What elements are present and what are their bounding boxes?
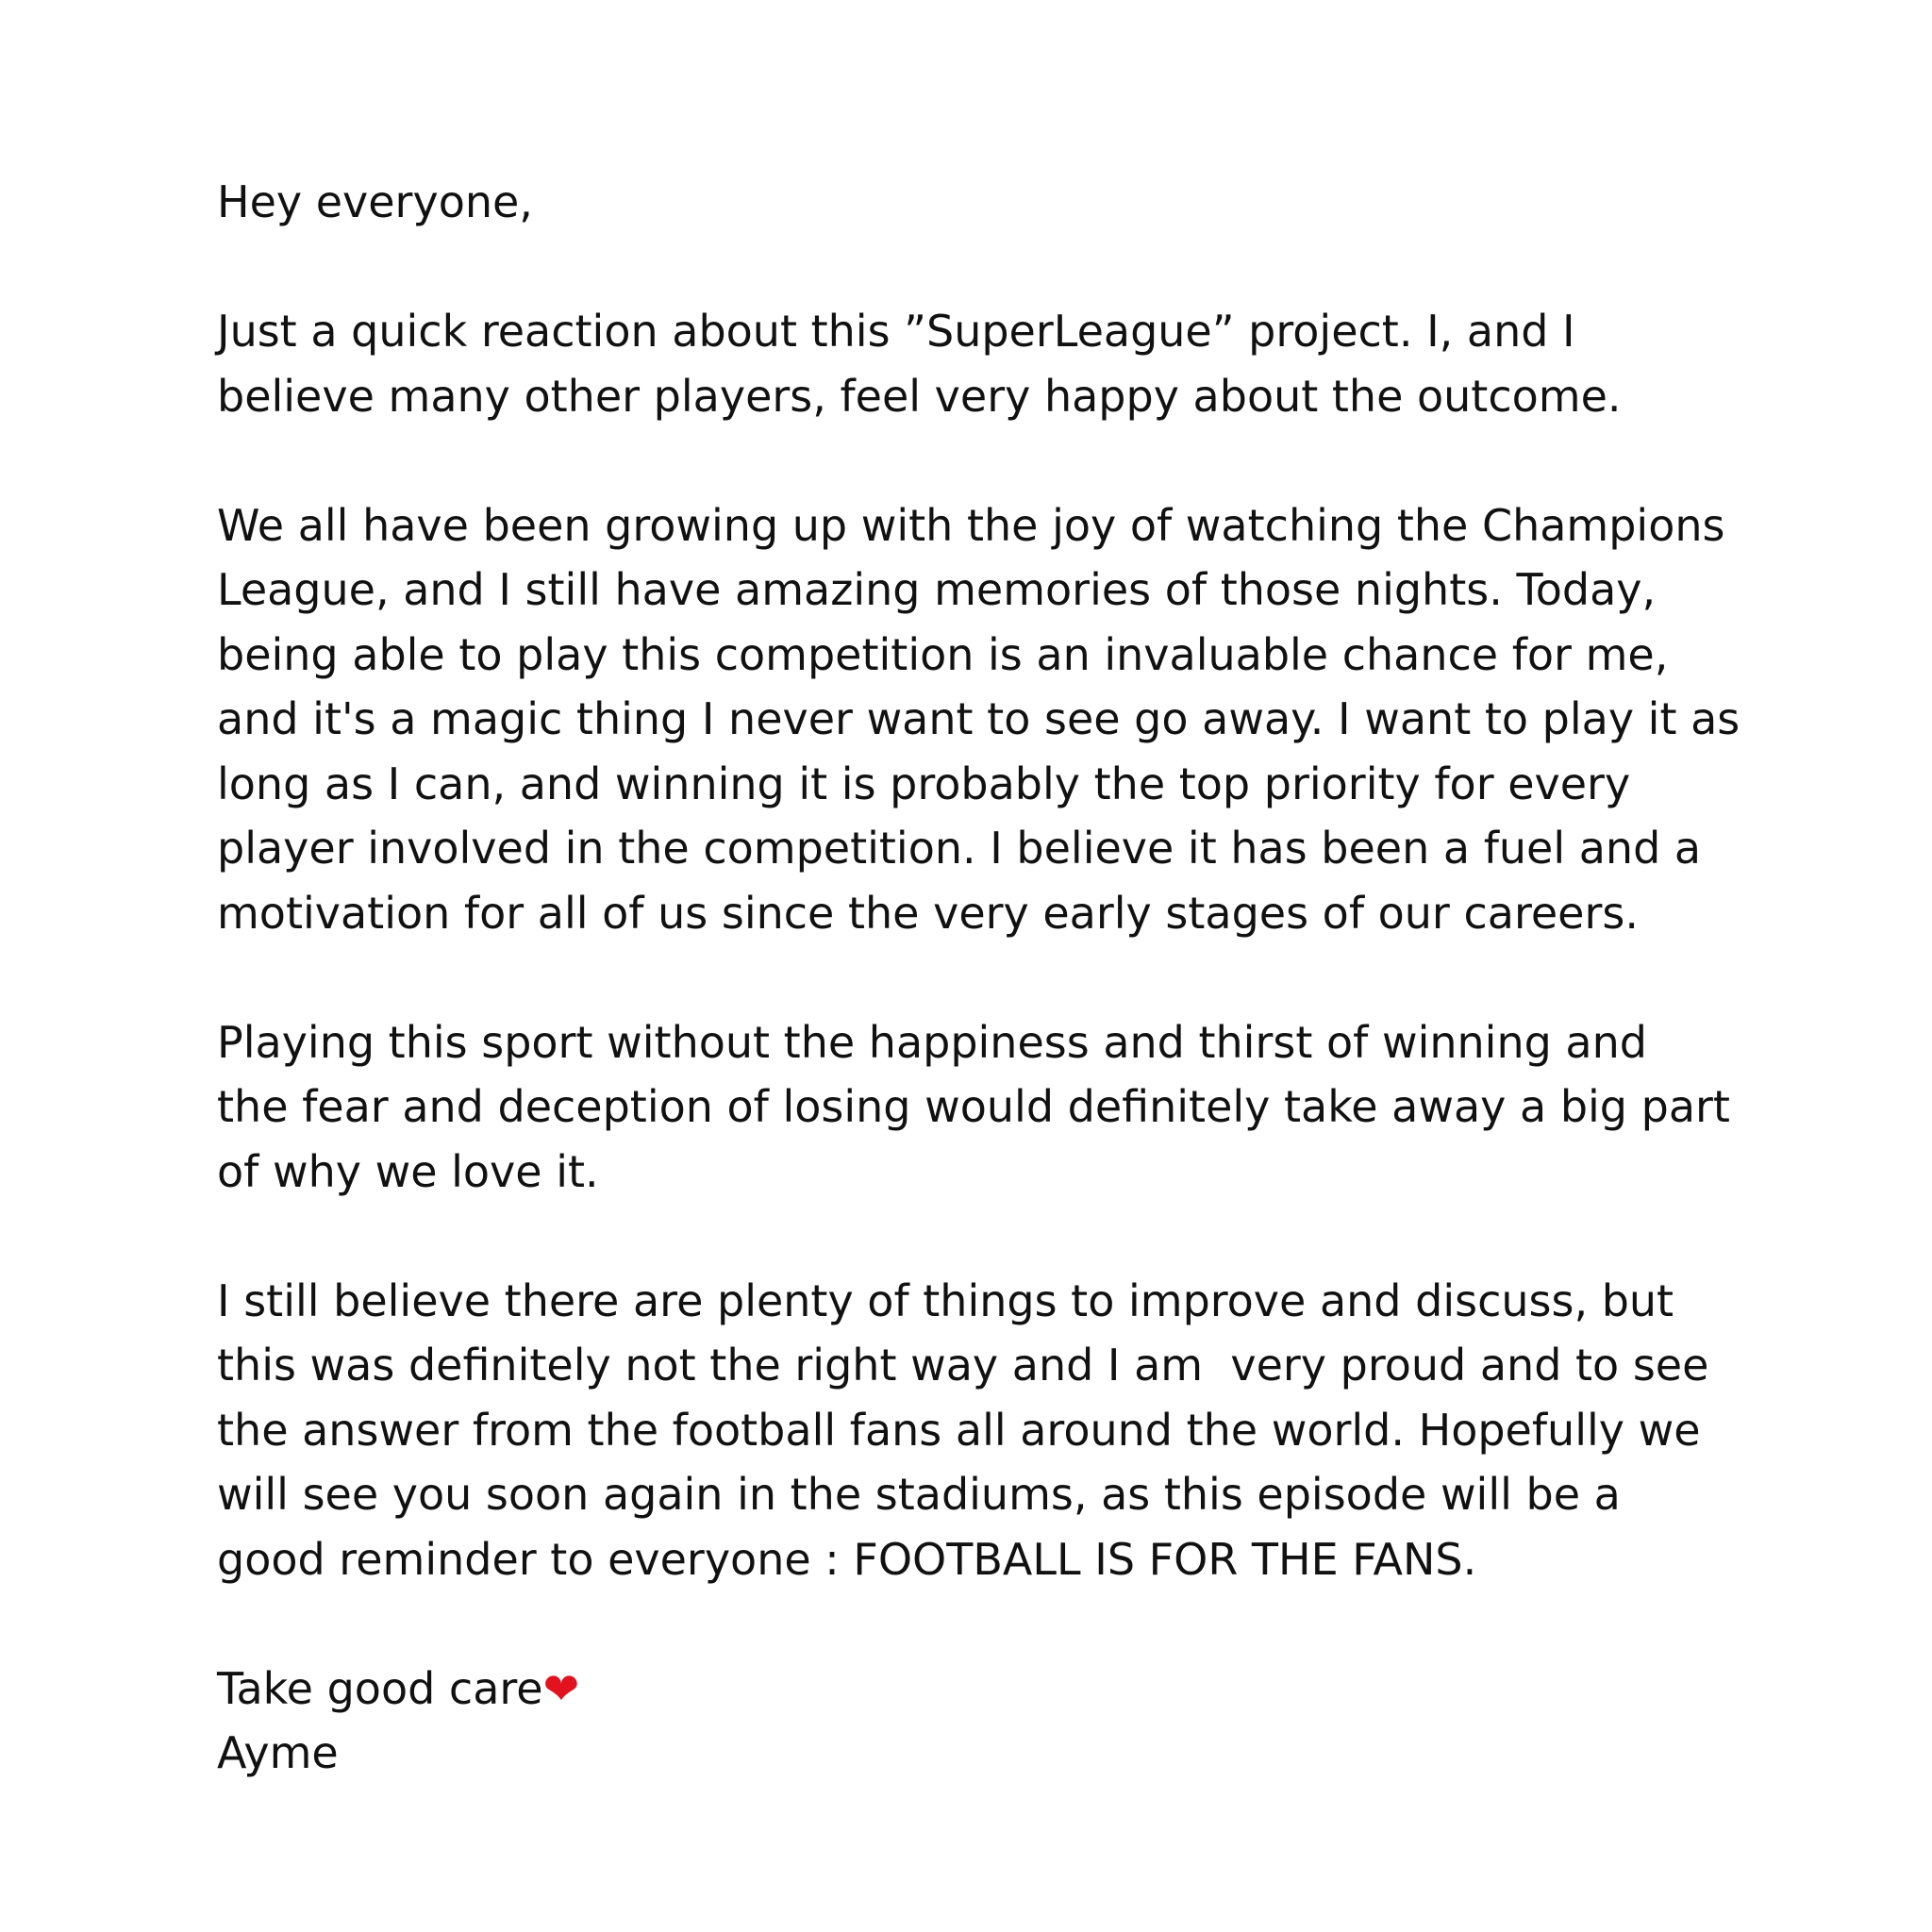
text-line: motivation for all of us since the very early stages of our careers. [217,887,1639,939]
heart-icon: ❤ [542,1662,580,1714]
text-line: will see you soon again in the stadiums, as this episode will be a [217,1469,1621,1520]
closing-text: Take good care [217,1662,543,1714]
text-line: the answer from the football fans all around the world. Hopefully we [217,1404,1701,1456]
text-line: long as I can, and winning it is probably the top priority for every [217,758,1631,809]
paragraph-1 [217,299,1764,428]
text-line: Just a quick reaction about this ”SuperLeague” project. I, and I [217,306,1575,357]
paragraph-3 [217,1010,1764,1205]
paragraph-4 [217,1269,1764,1592]
paragraph-gap [217,1591,1764,1657]
note-body [217,170,1764,1786]
text-line: Playing this sport without the happiness and thirst of winning and [217,1016,1647,1068]
text-line: League, and I still have amazing memories of those nights. Today, [217,564,1657,615]
text-line: and it's a magic thing I never want to see go away. I want to play it as [217,693,1740,744]
text-line: player involved in the competition. I believe it has been a fuel and a [217,823,1702,874]
text-line: being able to play this competition is an invaluable chance for me, [217,628,1669,680]
paragraph-gap [217,428,1764,493]
text-line: I still believe there are plenty of things to improve and discuss, but [217,1274,1674,1326]
signature: Ayme [217,1727,339,1778]
text-line: this was definitely not the right way and I am very proud and to see [217,1340,1709,1391]
paragraph-gap [217,235,1764,300]
text-line: good reminder to everyone : FOOTBALL IS FOR THE FANS. [217,1533,1477,1585]
paragraph-gap [217,1204,1764,1269]
paragraph-gap [217,945,1764,1010]
text-line: the fear and deception of losing would definitely take away a big part [217,1081,1730,1132]
greeting: Hey everyone, [217,176,533,227]
paragraph-2 [217,493,1764,946]
text-line: believe many other players, feel very happy about the outcome. [217,370,1622,422]
text-line: of why we love it. [217,1145,599,1197]
closing-line [217,1657,1764,1722]
text-line: We all have been growing up with the joy of watching the Champions [217,499,1725,551]
